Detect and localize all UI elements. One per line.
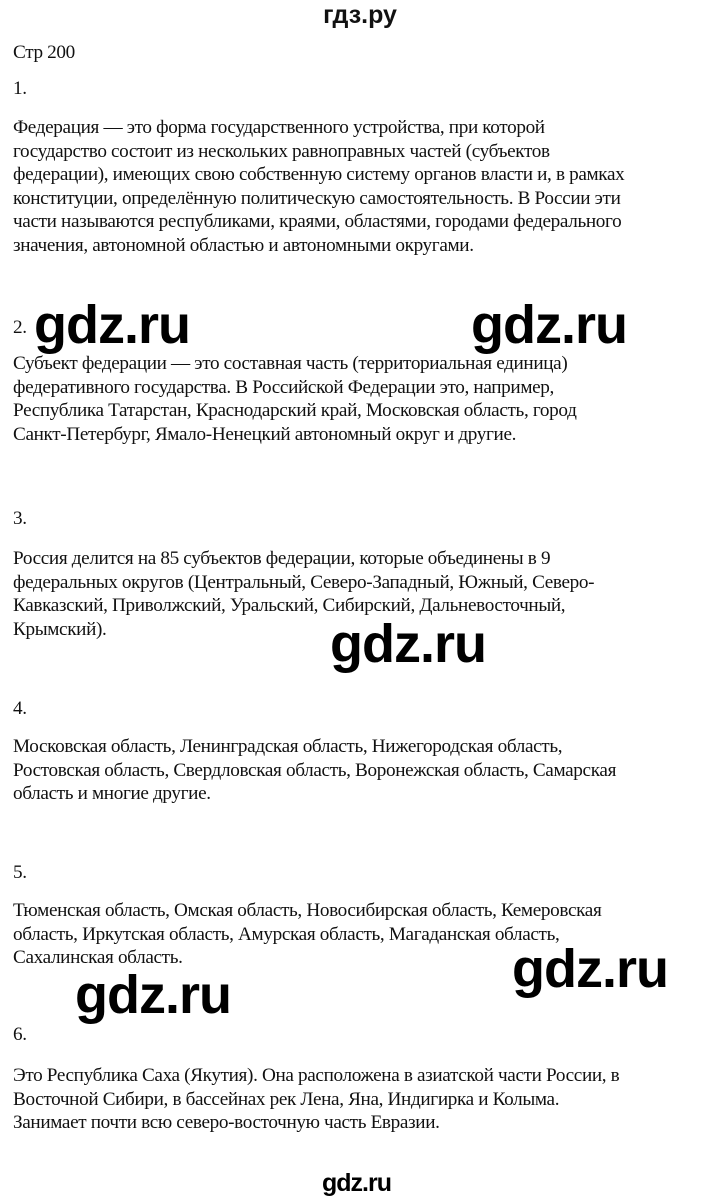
- answer-3-line: Кавказский, Приволжский, Уральский, Сибирский, Дальневосточный,: [13, 595, 566, 616]
- answer-5-number: 5.: [13, 862, 27, 883]
- answer-2-line: Субъект федерации — это составная часть (территориальная единица): [13, 353, 568, 374]
- answer-2-line: федеративного государства. В Российской Федерации это, например,: [13, 376, 554, 398]
- answer-3-line: Крымский).: [13, 618, 107, 640]
- answer-3-text: [13, 547, 594, 641]
- answer-6-text: [13, 1064, 619, 1135]
- answer-6-number: 6.: [13, 1024, 27, 1045]
- answer-1-line: конституции, определённую политическую самостоятельность. В России эти: [13, 187, 621, 209]
- answer-3-line: федеральных округов (Центральный, Северо-Западный, Южный, Северо-: [13, 571, 595, 593]
- answer-5-line: Сахалинская область.: [13, 947, 183, 968]
- answer-2-text: [13, 352, 576, 446]
- answer-4-line: область и многие другие.: [13, 783, 211, 804]
- answer-5-line: Тюменская область, Омская область, Новосибирская область, Кемеровская: [13, 900, 602, 921]
- answer-1-line: федерации), имеющих свою собственную систему органов власти и, в рамках: [13, 164, 625, 185]
- answer-6-line: Занимает почти всю северо-восточную часть Евразии.: [13, 1112, 440, 1133]
- answer-1-number: 1.: [13, 78, 27, 99]
- answer-2-line: Санкт-Петербург, Ямало-Ненецкий автономный округ и другие.: [13, 423, 517, 445]
- answer-1-line: части называются республиками, краями, областями, городами федерального: [13, 211, 622, 232]
- answer-1-line: значения, автономной областью и автономными округами.: [13, 234, 474, 256]
- answer-2-number: 2.: [13, 317, 27, 338]
- answer-4-line: Московская область, Ленинградская область, Нижегородская область,: [13, 736, 563, 757]
- gdz-watermark: gdz.ru: [330, 614, 486, 674]
- gdz-watermark: gdz.ru: [512, 939, 668, 999]
- answer-3-number: 3.: [13, 508, 27, 529]
- answer-6-line: Это Республика Саха (Якутия). Она расположена в азиатской части России, в: [13, 1065, 620, 1086]
- answer-6-line: Восточной Сибири, в бассейнах рек Лена, Яна, Индигирка и Колыма.: [13, 1088, 560, 1110]
- answer-1-line: Федерация — это форма государственного устройства, при которой: [13, 117, 545, 138]
- gdz-watermark: gdz.ru: [75, 965, 231, 1025]
- answer-4-text: [13, 735, 616, 806]
- answer-5-line: область, Иркутская область, Амурская область, Магаданская область,: [13, 923, 560, 945]
- page-label: Стр 200: [13, 42, 75, 63]
- footer-watermark: gdz.ru: [322, 1169, 391, 1197]
- answer-4-number: 4.: [13, 698, 27, 719]
- answer-4-line: Ростовская область, Свердловская область, Воронежская область, Самарская: [13, 759, 617, 781]
- header-watermark: гдз.ру: [323, 1, 397, 29]
- answer-3-line: Россия делится на 85 субъектов федерации, которые объединены в 9: [13, 548, 551, 569]
- answer-2-line: Республика Татарстан, Краснодарский край, Московская область, город: [13, 400, 577, 421]
- answer-1-text: [13, 116, 624, 257]
- answer-1-line: государство состоит из нескольких равноправных частей (субъектов: [13, 140, 550, 162]
- gdz-watermark: gdz.ru: [471, 295, 627, 355]
- gdz-watermark: gdz.ru: [34, 295, 190, 355]
